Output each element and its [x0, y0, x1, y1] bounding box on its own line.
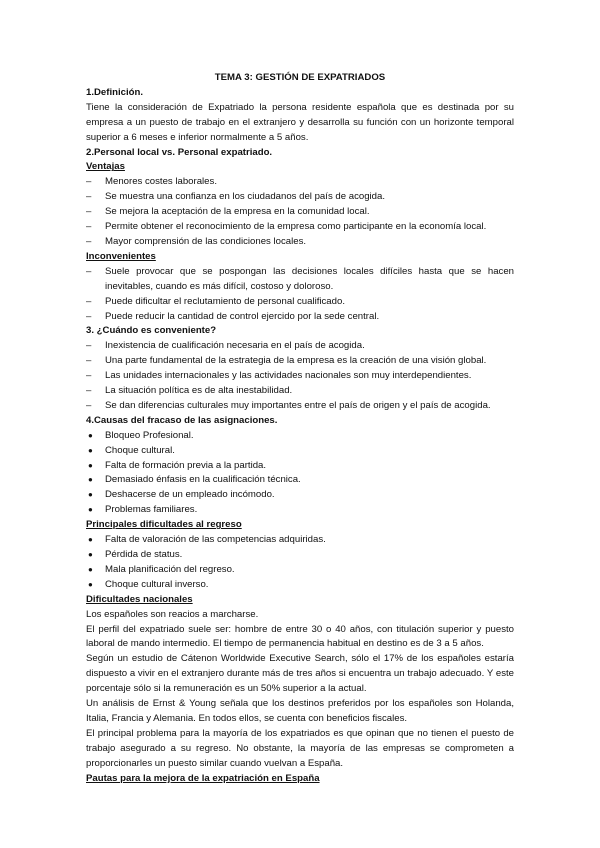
list-item-text: Problemas familiares. [105, 504, 198, 516]
dash-icon: – [86, 221, 92, 233]
list-item-text: Se dan diferencias culturales muy importantes entre el país de origen y el país de acogida. [105, 399, 491, 411]
bullet-icon: ● [88, 475, 93, 485]
list-item [86, 265, 514, 295]
list-item [86, 235, 514, 250]
list-item-text: La situación política es de alta inestabilidad. [105, 385, 293, 397]
dash-icon: – [86, 340, 92, 352]
list-item [86, 295, 514, 310]
dash-icon: – [86, 176, 92, 188]
dash-icon: – [86, 295, 92, 307]
list-item-text: Se muestra una confianza en los ciudadanos del país de acogida. [105, 191, 386, 203]
definicion-paragraph: Tiene la consideración de Expatriado la persona residente española que es destinada por su empresa a un puesto de trabajo en el extranjero y desarrolla su función con un horizonte temporal superior a 6 meses e inferior normalmente a 5 años. [86, 101, 514, 143]
list-item-text: Mala planificación del regreso. [105, 563, 235, 575]
conveniente-list [86, 339, 514, 414]
list-item [86, 503, 514, 518]
list-item [86, 429, 514, 444]
list-item-text: Bloqueo Profesional. [105, 429, 194, 441]
dash-icon: – [86, 235, 92, 247]
list-item [86, 578, 514, 593]
dash-icon: – [86, 206, 92, 218]
list-item-text: Pérdida de status. [105, 549, 183, 560]
list-item [86, 190, 514, 205]
dash-icon: – [86, 399, 92, 411]
regreso-list [86, 533, 514, 593]
list-item-text: Puede dificultar el reclutamiento de personal cualificado. [105, 295, 345, 307]
list-item-text: Permite obtener el reconocimiento de la empresa como participante en la economía local. [105, 221, 487, 233]
list-item [86, 548, 514, 563]
bullet-icon: ● [88, 445, 93, 455]
subheading-regreso: Principales dificultades al regreso [86, 519, 242, 531]
list-item [86, 488, 514, 503]
list-item-text: Choque cultural. [105, 444, 175, 456]
paragraph: El principal problema para la mayoría de los expatriados es que opinan que no tienen el puesto de trabajo asegurado a su regreso. No obstante, la mayoría de las empresas se comprometen a proporcionarles un puesto similar cuando vuelvan a España. [86, 727, 514, 769]
list-item [86, 444, 514, 459]
ventajas-list [86, 175, 514, 250]
list-item-text: Falta de valoración de las competencias adquiridas. [105, 534, 326, 546]
section-heading-personal: 2.Personal local vs. Personal expatriado. [86, 146, 273, 158]
subheading-pautas: Pautas para la mejora de la expatriación en España [86, 772, 320, 784]
dash-icon: – [86, 265, 92, 277]
section-heading-definicion: 1.Definición. [86, 86, 144, 98]
list-item [86, 220, 514, 235]
bullet-icon: ● [88, 564, 93, 574]
list-item-text: Falta de formación previa a la partida. [105, 459, 267, 471]
dash-icon: – [86, 385, 92, 397]
list-item [86, 369, 514, 384]
list-item [86, 459, 514, 474]
subheading-inconvenientes: Inconvenientes [86, 250, 156, 262]
paragraph: Según un estudio de Cátenon Worldwide Executive Search, sólo el 17% de los españoles estaría dispuesto a vivir en el extranjero durante más de tres años si encuentra un trabajo adecuado. Y este porcentaje sólo si la remuneración es un 50% superior a la actual. [86, 653, 514, 695]
list-item-text: Se mejora la aceptación de la empresa en la comunidad local. [105, 206, 370, 218]
list-item [86, 175, 514, 190]
bullet-icon: ● [88, 535, 93, 545]
document-title: TEMA 3: GESTIÓN DE EXPATRIADOS [214, 72, 386, 83]
paragraph: Los españoles son reacios a marcharse. [86, 608, 259, 620]
list-item-text: Inexistencia de cualificación necesaria en el país de acogida. [105, 340, 365, 352]
list-item [86, 533, 514, 548]
bullet-icon: ● [88, 430, 93, 440]
list-item [86, 205, 514, 220]
list-item [86, 399, 514, 414]
causas-list [86, 429, 514, 518]
list-item-text: Puede reducir la cantidad de control ejercido por la sede central. [105, 310, 380, 322]
list-item-text: Menores costes laborales. [105, 176, 217, 188]
document-body [86, 71, 514, 787]
dash-icon: – [86, 355, 92, 367]
list-item [86, 563, 514, 578]
list-item-text: Choque cultural inverso. [105, 578, 209, 590]
list-item-text: Mayor comprensión de las condiciones locales. [105, 235, 307, 247]
list-item-text: Demasiado énfasis en la cualificación técnica. [105, 474, 301, 486]
bullet-icon: ● [88, 490, 93, 500]
paragraph: Un análisis de Ernst & Young señala que los destinos preferidos por los españoles son Holanda, Italia, Francia y Alemania. En todos ellos, se cuenta con beneficios fiscales. [86, 698, 514, 724]
bullet-icon: ● [88, 550, 93, 559]
bullet-icon: ● [88, 505, 93, 515]
list-item-text: Suele provocar que se pospongan las decisiones locales difíciles hasta que se hacen inevitables, cuando es más difícil, costoso y doloroso. [105, 265, 514, 292]
list-item-text: Las unidades internacionales y las actividades nacionales son muy interdependientes. [105, 370, 472, 382]
list-item [86, 473, 514, 488]
list-item-text: Deshacerse de un empleado incómodo. [105, 489, 275, 501]
list-item [86, 384, 514, 399]
subheading-nacionales: Dificultades nacionales [86, 593, 193, 605]
bullet-icon: ● [88, 579, 93, 589]
section-heading-conveniente: 3. ¿Cuándo es conveniente? [86, 325, 217, 337]
paragraph: El perfil del expatriado suele ser: hombre de entre 30 o 40 años, con titulación superior y puesto laboral de mando intermedio. El tiempo de permanencia habitual en destino es de 3 a 5 años. [86, 623, 514, 650]
list-item [86, 339, 514, 354]
dash-icon: – [86, 310, 92, 322]
section-heading-causas: 4.Causas del fracaso de las asignaciones. [86, 414, 278, 426]
bullet-icon: ● [88, 460, 93, 470]
inconvenientes-list [86, 265, 514, 325]
dash-icon: – [86, 370, 92, 382]
subheading-ventajas: Ventajas [86, 161, 125, 173]
list-item-text: Una parte fundamental de la estrategia de la empresa es la creación de una visión global. [105, 355, 487, 367]
dash-icon: – [86, 191, 92, 203]
list-item [86, 310, 514, 325]
list-item [86, 354, 514, 369]
